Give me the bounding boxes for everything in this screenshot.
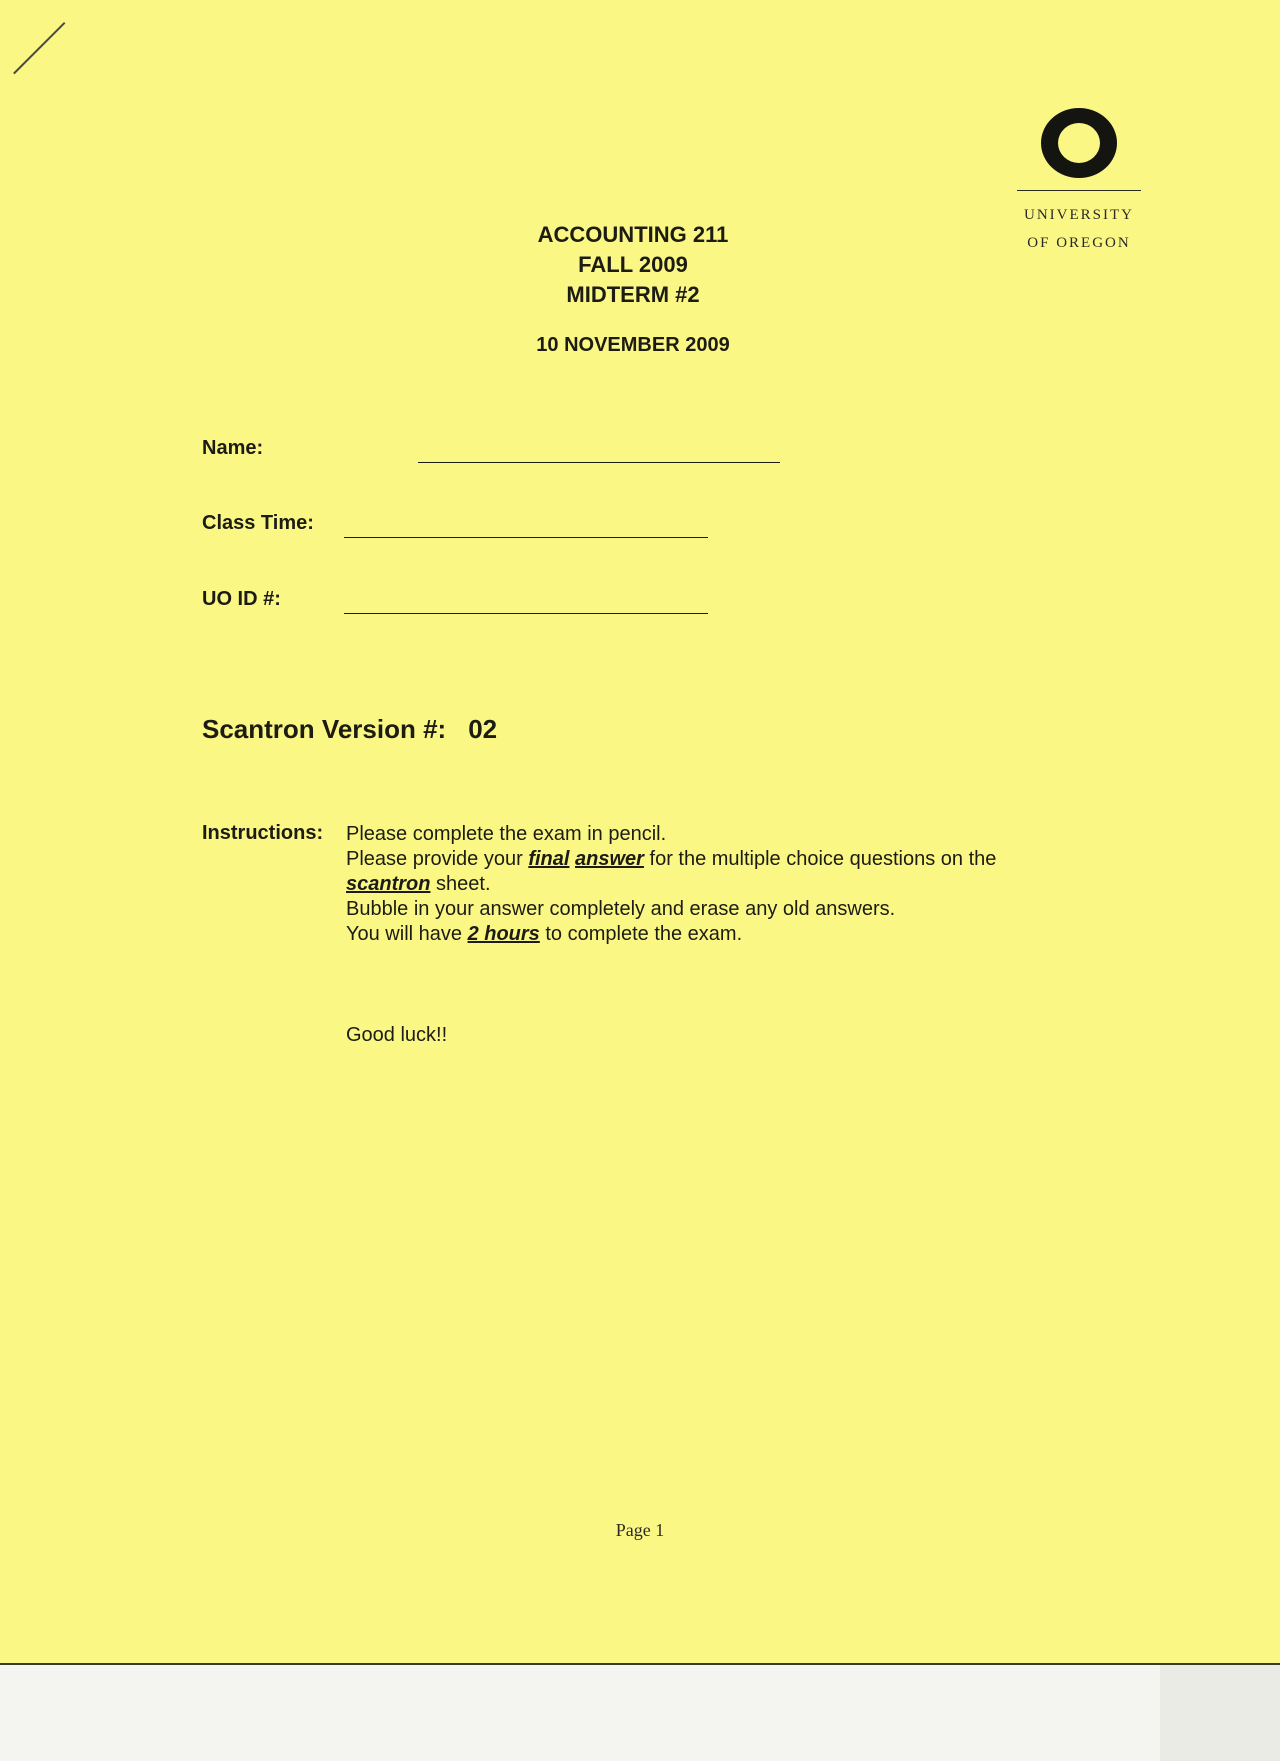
course-name: ACCOUNTING 211 (537, 222, 729, 247)
term: FALL 2009 (578, 252, 688, 277)
scan-background-edge (1160, 1665, 1280, 1761)
scantron-label: Scantron Version #: (202, 714, 447, 744)
name-blank[interactable] (418, 462, 780, 463)
page-number: Page 1 (615, 1520, 665, 1540)
instruction-line-5 (346, 922, 1086, 947)
class-time-label: Class Time: (202, 512, 314, 534)
instruction-line-2 (346, 847, 1086, 872)
exam-title (490, 220, 776, 310)
logo-divider (1017, 190, 1141, 191)
emphasis-final: final (528, 848, 570, 870)
uo-id-label: UO ID #: (202, 588, 281, 610)
emphasis-answer: answer (575, 848, 644, 870)
emphasis-scantron: scantron (346, 873, 431, 895)
instruction-line-3 (346, 872, 1086, 897)
scantron-version (202, 714, 497, 745)
name-label: Name: (202, 437, 264, 459)
exam-name: MIDTERM #2 (566, 282, 700, 307)
instruction-line-5-end: to complete the exam. (539, 923, 743, 945)
logo-line-2: OF OREGON (1027, 235, 1131, 251)
pen-mark (13, 22, 65, 74)
scantron-version-number: 02 (468, 714, 498, 744)
emphasis-2-hours: 2 hours (467, 923, 540, 945)
instruction-line-1: Please complete the exam in pencil. (346, 823, 667, 845)
university-logo (1008, 108, 1150, 257)
oregon-o-icon (1041, 108, 1117, 178)
class-time-blank[interactable] (344, 537, 708, 538)
scan-background (0, 1665, 1160, 1761)
instruction-line-4: Bubble in your answer completely and erase any old answers. (346, 898, 896, 920)
instructions-label: Instructions: (202, 822, 324, 844)
uo-id-blank[interactable] (344, 613, 708, 614)
logo-line-1: UNIVERSITY (1024, 207, 1134, 223)
instruction-line-5-start: You will have (346, 923, 468, 945)
good-luck-text: Good luck!! (346, 1024, 448, 1046)
exam-date: 10 NOVEMBER 2009 (536, 334, 730, 356)
instruction-line-2-end: for the multiple choice questions on the (643, 848, 997, 870)
instruction-line-3-end: sheet. (430, 873, 491, 895)
instructions-text (346, 822, 1086, 947)
instruction-line-2-start: Please provide your (346, 848, 529, 870)
